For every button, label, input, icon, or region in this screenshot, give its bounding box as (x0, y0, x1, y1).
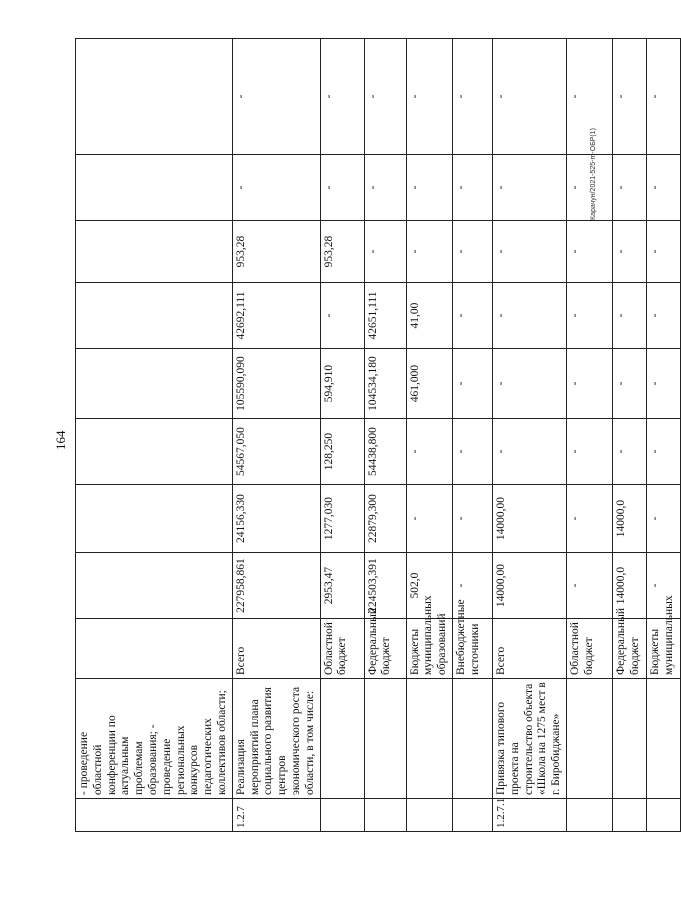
table-row (76, 39, 233, 832)
item-name-cell (452, 679, 492, 799)
funding-source-cell: Бюджеты муниципальных образований (406, 619, 452, 679)
item-code-cell (320, 799, 364, 832)
value-cell: - (364, 39, 406, 155)
value-cell (76, 283, 233, 349)
value-cell: 14000,0 (612, 485, 646, 553)
value-cell: - (612, 349, 646, 419)
item-code-cell (566, 799, 612, 832)
table-row (646, 39, 680, 832)
value-cell (76, 485, 233, 553)
funding-source-cell: Всего (232, 619, 320, 679)
value-cell: - (612, 283, 646, 349)
value-cell (76, 221, 233, 283)
funding-source-cell: Областной бюджет (566, 619, 612, 679)
item-code-cell (612, 799, 646, 832)
value-cell: - (232, 155, 320, 221)
value-cell: 42692,111 (232, 283, 320, 349)
value-cell: 227958,861 (232, 553, 320, 619)
value-cell: 14000,00 (492, 553, 566, 619)
value-cell: 1277,030 (320, 485, 364, 553)
value-cell: - (452, 39, 492, 155)
value-cell: 224503,391 (364, 553, 406, 619)
value-cell: - (566, 553, 612, 619)
item-name-cell (364, 679, 406, 799)
document-stamp: Карачун/2021-525-m-ОБР(1) (590, 128, 597, 220)
table-row (492, 39, 566, 832)
value-cell: 22879,300 (364, 485, 406, 553)
value-cell (76, 349, 233, 419)
value-cell: - (646, 283, 680, 349)
value-cell: - (646, 485, 680, 553)
value-cell: 24156,330 (232, 485, 320, 553)
table-row (320, 39, 364, 832)
table-row (364, 39, 406, 832)
value-cell: - (320, 283, 364, 349)
item-name-cell (566, 679, 612, 799)
page-number: 164 (53, 430, 68, 450)
value-cell: - (492, 419, 566, 485)
value-cell: 104534,180 (364, 349, 406, 419)
value-cell: - (452, 419, 492, 485)
value-cell: - (452, 283, 492, 349)
value-cell: - (406, 221, 452, 283)
funding-source-cell: Федеральный бюджет (364, 619, 406, 679)
value-cell: - (492, 155, 566, 221)
value-cell: - (320, 39, 364, 155)
value-cell: - (452, 485, 492, 553)
item-code-cell (76, 799, 233, 832)
value-cell: - (646, 221, 680, 283)
value-cell (76, 39, 233, 155)
item-name-cell: Реализация мероприятий плана социального развития центров экономического роста области, в том числе: (232, 679, 320, 799)
value-cell: 502,0 (406, 553, 452, 619)
value-cell: 105590,090 (232, 349, 320, 419)
value-cell: - (646, 553, 680, 619)
value-cell: 594,910 (320, 349, 364, 419)
value-cell: - (406, 155, 452, 221)
value-cell: - (452, 553, 492, 619)
value-cell: - (452, 349, 492, 419)
value-cell: - (566, 419, 612, 485)
table-body (76, 39, 681, 832)
value-cell: - (612, 39, 646, 155)
funding-source-cell: Внебюджетные источники (452, 619, 492, 679)
value-cell: - (492, 349, 566, 419)
value-cell: - (612, 155, 646, 221)
item-code-cell (452, 799, 492, 832)
value-cell: - (566, 485, 612, 553)
value-cell: - (406, 39, 452, 155)
value-cell: - (612, 419, 646, 485)
item-code-cell: 1.2.7 (232, 799, 320, 832)
value-cell: - (406, 419, 452, 485)
value-cell: - (492, 283, 566, 349)
value-cell: - (406, 485, 452, 553)
item-name-cell (612, 679, 646, 799)
funding-source-cell: Всего (492, 619, 566, 679)
value-cell: - (566, 221, 612, 283)
table-row (232, 39, 320, 832)
value-cell: - (492, 221, 566, 283)
value-cell: 2953,47 (320, 553, 364, 619)
value-cell: - (612, 221, 646, 283)
value-cell: - (566, 39, 612, 155)
value-cell: - (232, 39, 320, 155)
value-cell: 54567,050 (232, 419, 320, 485)
item-name-cell (320, 679, 364, 799)
value-cell: 14000,0 (612, 553, 646, 619)
table-row (566, 39, 612, 832)
item-code-cell (406, 799, 452, 832)
item-name-cell (646, 679, 680, 799)
item-code-cell (646, 799, 680, 832)
table-row (452, 39, 492, 832)
value-cell: - (646, 155, 680, 221)
value-cell: - (566, 349, 612, 419)
value-cell: - (492, 39, 566, 155)
item-code-cell (364, 799, 406, 832)
value-cell: 54438,800 (364, 419, 406, 485)
value-cell: 41,00 (406, 283, 452, 349)
value-cell (76, 419, 233, 485)
value-cell: - (364, 155, 406, 221)
value-cell: - (452, 221, 492, 283)
value-cell: - (646, 419, 680, 485)
value-cell: - (646, 349, 680, 419)
value-cell: 42651,111 (364, 283, 406, 349)
value-cell: 953,28 (320, 221, 364, 283)
item-code-cell: 1.2.7.1 (492, 799, 566, 832)
funding-source-cell: Бюджеты муниципальных (646, 619, 680, 679)
value-cell: - (320, 155, 364, 221)
budget-table (75, 38, 681, 832)
funding-source-cell (76, 619, 233, 679)
value-cell: 953,28 (232, 221, 320, 283)
table-row (612, 39, 646, 832)
value-cell: - (364, 221, 406, 283)
value-cell: 14000,00 (492, 485, 566, 553)
item-name-cell: - проведение областной конференции по актуальным проблемам образования; - проведение региональных конкурсов педагогических коллективов области; (76, 679, 233, 799)
value-cell: - (452, 155, 492, 221)
funding-source-cell: Федеральный бюджет (612, 619, 646, 679)
item-name-cell: Привязка типового проекта на строительство объекта «Школа на 1275 мест в г. Биробиджане» (492, 679, 566, 799)
item-name-cell (406, 679, 452, 799)
value-cell (76, 155, 233, 221)
value-cell: - (566, 283, 612, 349)
value-cell: - (646, 39, 680, 155)
funding-source-cell: Областной бюджет (320, 619, 364, 679)
value-cell: 128,250 (320, 419, 364, 485)
table-row (406, 39, 452, 832)
value-cell (76, 553, 233, 619)
value-cell: - (566, 155, 612, 221)
value-cell: 461,000 (406, 349, 452, 419)
